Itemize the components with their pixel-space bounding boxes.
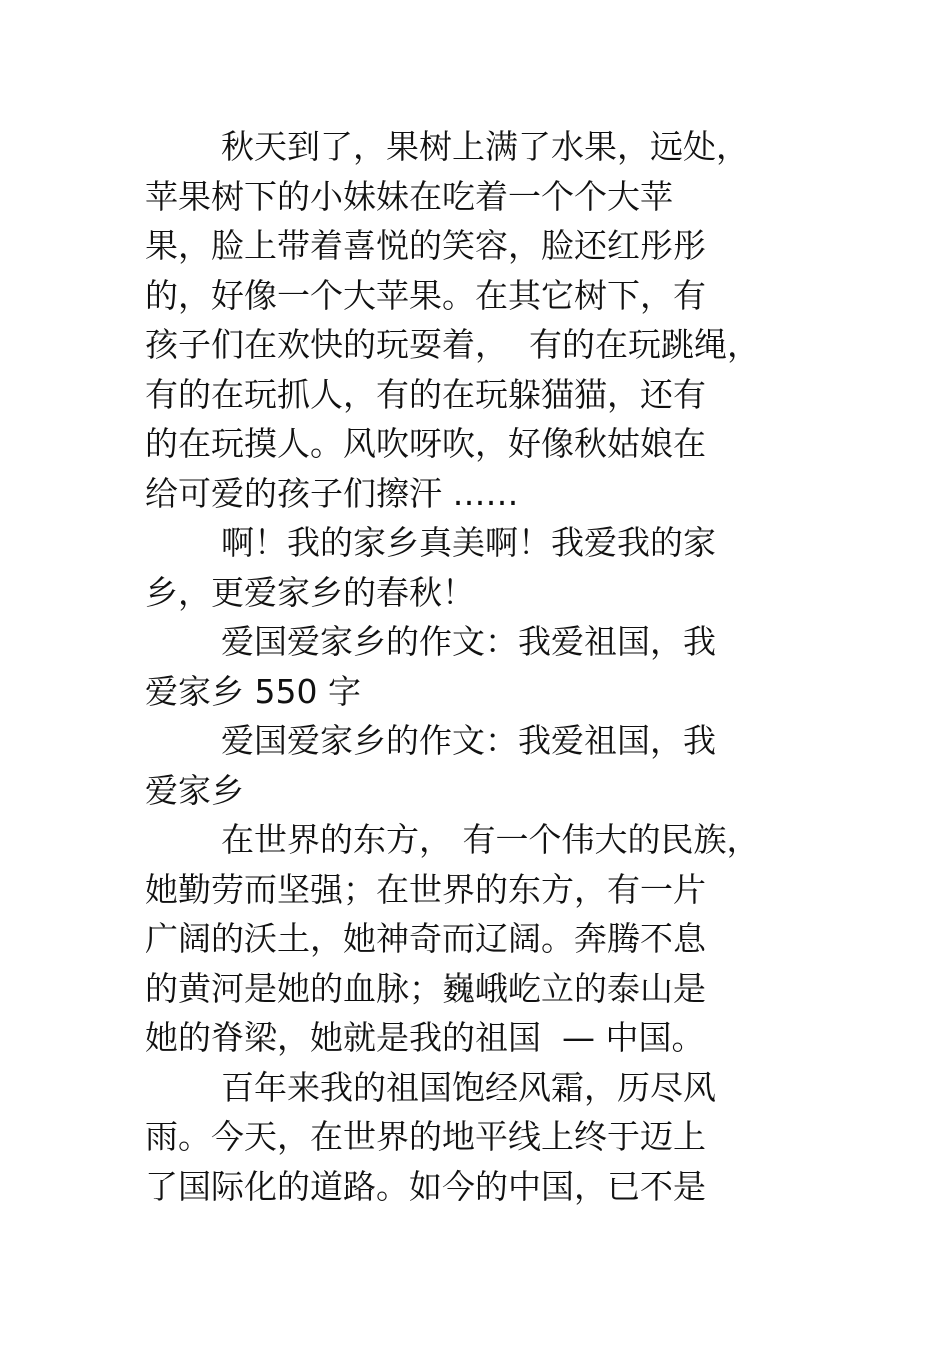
text-line: 爱国爱家乡的作文：我爱祖国，我: [221, 721, 716, 760]
text-line: 的，好像一个大苹果。在其它树下，有: [145, 275, 706, 315]
text-line: 广阔的沃土，她神奇而辽阔。奔腾不息: [145, 919, 706, 958]
text-line: 的黄河是她的血脉；巍峨屹立的泰山是: [145, 968, 706, 1008]
text-line: 苹果树下的小妹妹在吃着一个个大苹: [145, 176, 673, 216]
text-line: 果，脸上带着喜悦的笑容，脸还红彤彤: [145, 226, 706, 265]
text-line: 爱家乡 550 字: [145, 671, 361, 711]
text-line: 爱家乡: [145, 770, 244, 810]
text-line: 有的在玩抓人，有的在玩躲猫猫，还有: [145, 374, 706, 414]
text-line: 她勤劳而坚强；在世界的东方，有一片: [145, 869, 706, 909]
text-line: 秋天到了，果树上满了水果，远处，: [221, 127, 749, 166]
text-line: 给可爱的孩子们擦汗 ……: [145, 473, 519, 513]
document-text: [145, 122, 795, 1211]
text-line: 雨。今天，在世界的地平线上终于迈上: [145, 1117, 706, 1156]
text-line: 孩子们在欢快的玩耍着， 有的在玩跳绳，: [145, 325, 760, 364]
text-line: 百年来我的祖国饱经风霜，历尽风: [221, 1067, 716, 1107]
text-line: 她的脊梁，她就是我的祖国 — 中国。: [145, 1018, 705, 1057]
text-line: 在世界的东方， 有一个伟大的民族，: [221, 820, 760, 859]
text-line: 乡，更爱家乡的春秋！: [145, 572, 475, 612]
text-line: 的在玩摸人。风吹呀吹，好像秋姑娘在: [145, 424, 706, 463]
text-line: 爱国爱家乡的作文：我爱祖国，我: [221, 622, 716, 661]
text-line: 了国际化的道路。如今的中国，已不是: [145, 1166, 706, 1206]
text-line: 啊！我的家乡真美啊！我爱我的家: [221, 523, 716, 562]
